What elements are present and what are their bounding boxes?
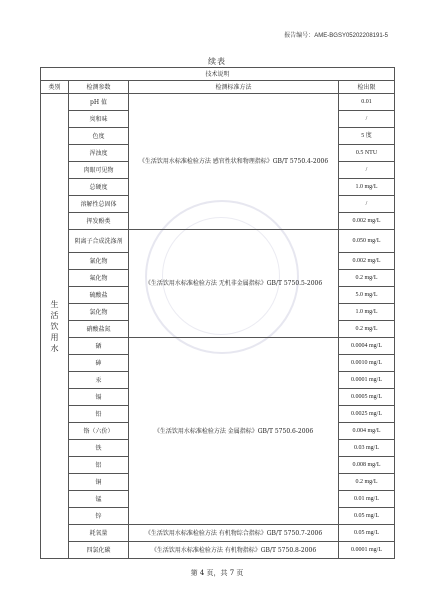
- limit-cell: /: [339, 196, 395, 213]
- limit-cell: 0.050 mg/L: [339, 230, 395, 253]
- header-method: 检测标准方法: [129, 81, 339, 94]
- table-row: [41, 542, 395, 559]
- limit-cell: 5.0 mg/L: [339, 287, 395, 304]
- parameter-cell: 总硬度: [69, 179, 129, 196]
- parameter-cell: 硒: [69, 338, 129, 355]
- limit-cell: 1.0 mg/L: [339, 304, 395, 321]
- parameter-cell: 硝酸盐氮: [69, 321, 129, 338]
- parameter-cell: 四氯化碳: [69, 542, 129, 559]
- method-cell-organic: 《生活饮用水标准检验方法 有机物指标》GB/T 5750.8-2006: [129, 542, 339, 559]
- limit-cell: 0.002 mg/L: [339, 213, 395, 230]
- parameter-cell: 臭和味: [69, 111, 129, 128]
- limit-cell: 0.002 mg/L: [339, 253, 395, 270]
- parameter-cell: 挥发酚类: [69, 213, 129, 230]
- parameter-cell: 铝: [69, 457, 129, 474]
- parameter-cell: 铅: [69, 406, 129, 423]
- parameter-cell: 阴离子合成洗涤剂: [69, 230, 129, 253]
- limit-cell: 0.0010 mg/L: [339, 355, 395, 372]
- parameter-cell: 肉眼可见物: [69, 162, 129, 179]
- table-row: [41, 338, 395, 355]
- parameter-cell: 耗氧量: [69, 525, 129, 542]
- limit-cell: 1.0 mg/L: [339, 179, 395, 196]
- table-row: [41, 94, 395, 111]
- parameter-cell: pH 值: [69, 94, 129, 111]
- limit-cell: 0.2 mg/L: [339, 270, 395, 287]
- parameter-cell: 硫酸盐: [69, 287, 129, 304]
- limit-cell: 0.5 NTU: [339, 145, 395, 162]
- category-cell: 生 活 饮 用 水: [41, 94, 69, 559]
- limit-cell: 0.0004 mg/L: [339, 338, 395, 355]
- limit-cell: 0.01: [339, 94, 395, 111]
- limit-cell: 0.03 mg/L: [339, 440, 395, 457]
- limit-cell: 0.2 mg/L: [339, 474, 395, 491]
- page-footer: 第 4 页，共 7 页: [190, 569, 244, 577]
- parameter-cell: 砷: [69, 355, 129, 372]
- limit-cell: 0.05 mg/L: [339, 508, 395, 525]
- parameter-cell: 铬（六价）: [69, 423, 129, 440]
- section-title: 技术说明: [41, 68, 395, 81]
- technical-table: [40, 67, 395, 559]
- limit-cell: 0.2 mg/L: [339, 321, 395, 338]
- parameter-cell: 氰化物: [69, 253, 129, 270]
- parameter-cell: 铁: [69, 440, 129, 457]
- limit-cell: /: [339, 162, 395, 179]
- limit-cell: 0.0001 mg/L: [339, 372, 395, 389]
- table-row: [41, 525, 395, 542]
- limit-cell: 0.004 mg/L: [339, 423, 395, 440]
- method-cell-nonmetal: 《生活饮用水标准检验方法 无机非金属指标》GB/T 5750.5-2006: [129, 230, 339, 338]
- parameter-cell: 镉: [69, 389, 129, 406]
- continued-title: 续表: [208, 57, 226, 66]
- method-cell-metal: 《生活饮用水标准检验方法 金属指标》GB/T 5750.6-2006: [129, 338, 339, 525]
- parameter-cell: 浑浊度: [69, 145, 129, 162]
- parameter-cell: 铜: [69, 474, 129, 491]
- limit-cell: 0.0005 mg/L: [339, 389, 395, 406]
- parameter-cell: 锰: [69, 491, 129, 508]
- parameter-cell: 色度: [69, 128, 129, 145]
- method-cell-sensory: 《生活饮用水标准检验方法 感官性状和物理指标》GB/T 5750.4-2006: [129, 94, 339, 230]
- limit-cell: 0.05 mg/L: [339, 525, 395, 542]
- parameter-cell: 汞: [69, 372, 129, 389]
- parameter-cell: 氯化物: [69, 304, 129, 321]
- limit-cell: 0.01 mg/L: [339, 491, 395, 508]
- parameter-cell: 锌: [69, 508, 129, 525]
- parameter-cell: 氟化物: [69, 270, 129, 287]
- method-cell-organic-comprehensive: 《生活饮用水标准检验方法 有机物综合指标》GB/T 5750.7-2006: [129, 525, 339, 542]
- limit-cell: 0.008 mg/L: [339, 457, 395, 474]
- header-limit: 检出限: [339, 81, 395, 94]
- report-number: 报告编号：AME-BGSY05202208191-5: [284, 33, 388, 39]
- limit-cell: 5 度: [339, 128, 395, 145]
- header-parameter: 检测参数: [69, 81, 129, 94]
- parameter-cell: 溶解性总固体: [69, 196, 129, 213]
- table-row: [41, 230, 395, 253]
- limit-cell: /: [339, 111, 395, 128]
- limit-cell: 0.0001 mg/L: [339, 542, 395, 559]
- header-category: 类别: [41, 81, 69, 94]
- limit-cell: 0.0025 mg/L: [339, 406, 395, 423]
